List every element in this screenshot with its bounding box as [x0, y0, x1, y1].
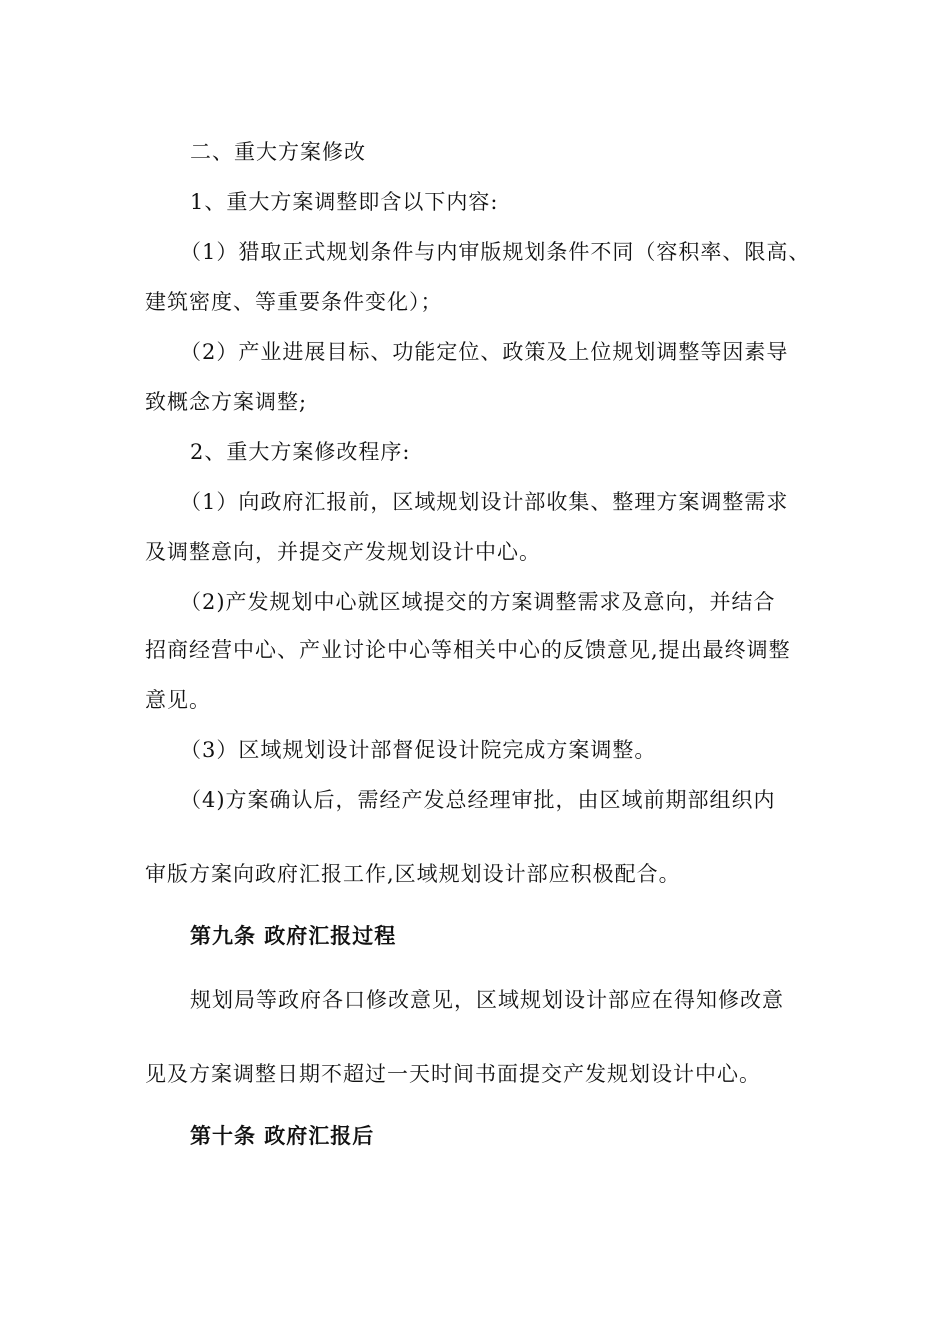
paragraph-line: 规划局等政府各口修改意见，区域规划设计部应在得知修改意 [190, 988, 784, 1012]
paragraph-line: （1）向政府汇报前，区域规划设计部收集、整理方案调整需求 [180, 490, 789, 514]
paragraph-line: （2)产发规划中心就区域提交的方案调整需求及意向，并结合 [180, 590, 776, 614]
paragraph-line: 招商经营中心、产业讨论中心等相关中心的反馈意见,提出最终调整 [145, 638, 791, 662]
paragraph-line: 致概念方案调整; [145, 390, 308, 414]
paragraph-line: 见及方案调整日期不超过一天时间书面提交产发规划设计中心。 [145, 1062, 761, 1086]
paragraph-line: （1）猎取正式规划条件与内审版规划条件不同（容积率、限高、 [180, 240, 811, 264]
paragraph-line: （2）产业进展目标、功能定位、政策及上位规划调整等因素导 [180, 340, 789, 364]
article-heading: 第十条 政府汇报后 [190, 1124, 375, 1148]
paragraph-line: 审版方案向政府汇报工作,区域规划设计部应积极配合。 [145, 862, 681, 886]
paragraph-line: 1、重大方案调整即含以下内容: [190, 190, 499, 214]
section-heading: 二、重大方案修改 [190, 140, 366, 164]
paragraph-line: （3）区域规划设计部督促设计院完成方案调整。 [180, 738, 657, 762]
paragraph-line: 及调整意向，并提交产发规划设计中心。 [145, 540, 541, 564]
paragraph-line: 意见。 [145, 688, 211, 712]
paragraph-line: 2、重大方案修改程序: [190, 440, 411, 464]
article-heading: 第九条 政府汇报过程 [190, 924, 397, 948]
paragraph-line: 建筑密度、等重要条件变化）； [145, 290, 443, 314]
paragraph-line: （4)方案确认后，需经产发总经理审批，由区域前期部组织内 [180, 788, 776, 812]
